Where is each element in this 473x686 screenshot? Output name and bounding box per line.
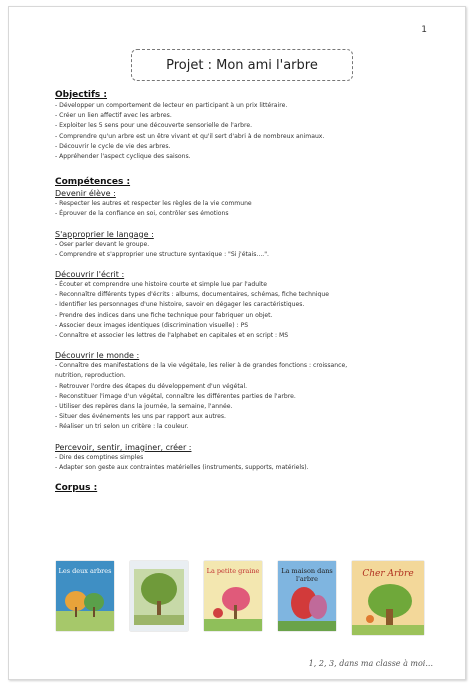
objectifs-list [55, 101, 435, 162]
list-item: - Reconstituer l'image d'un végétal, connaître les différentes parties de l'arbre. [55, 392, 296, 400]
list-item: - Dire des comptines simples [55, 453, 144, 461]
list-item: - Situer des événements les uns par rapport aux autres. [55, 413, 226, 421]
list-item: - Oser parler devant le groupe. [55, 240, 150, 248]
section-title-ecrit: Découvrir l'écrit : [55, 270, 125, 280]
list-item: - Développer un comportement de lecteur en participant à un prix littéraire. [55, 102, 288, 109]
devenir-eleve-list [55, 199, 435, 219]
book-title: Les deux arbres [58, 567, 112, 575]
list-item: - Écouter et comprendre une histoire courte et simple lue par l'adulte [55, 281, 267, 289]
section-title-langage: S'approprier le langage : [55, 229, 154, 239]
list-item: - Appréhender l'aspect cyclique des saisons. [55, 153, 191, 161]
list-item: - Connaître et associer les lettres de l'alphabet en capitales et en script : MS [55, 332, 289, 340]
langage-list [55, 240, 435, 260]
book-title: La maison dans l'arbre [281, 567, 333, 583]
corpus-covers [56, 561, 436, 633]
list-item: - Découvrir le cycle de vie des arbres. [55, 142, 171, 150]
book-cover-la-maison-dans-l-arbre [278, 561, 336, 631]
page-title: Projet : Mon ami l'arbre [131, 49, 353, 81]
list-item: - Connaître des manifestations de la vie végétale, les relier à de grandes fonctions : croissance, [55, 362, 348, 370]
book-cover-2 [130, 561, 188, 631]
document-page [8, 6, 466, 680]
list-item: - Comprendre et s'approprier une structure syntaxique : "Si j'étais....". [55, 250, 269, 258]
list-item: - Éprouver de la confiance en soi, contrôler ses émotions [55, 210, 229, 218]
percevoir-list [55, 453, 435, 473]
book-cover-la-petite-graine [204, 561, 262, 631]
list-item: nutrition, reproduction. [55, 372, 126, 380]
book-cover-cher-arbre [352, 561, 424, 635]
book-title: La petite graine [206, 567, 260, 575]
footer-signature: 1, 2, 3, dans ma classe à moi... [308, 659, 433, 668]
page-content [55, 89, 435, 494]
list-item: - Créer un lien affectif avec les arbres. [55, 112, 172, 120]
corpus-heading: Corpus : [55, 483, 98, 494]
ecrit-list [55, 280, 435, 341]
list-item: - Retrouver l'ordre des étapes du développement d'un végétal. [55, 382, 248, 390]
objectifs-heading: Objectifs : [55, 90, 108, 100]
book-title: Cher Arbre [362, 569, 414, 579]
list-item: - Prendre des indices dans une fiche technique pour fabriquer un objet. [55, 311, 273, 319]
list-item: - Reconnaître différents types d'écrits : albums, documentaires, schémas, fiche technique [55, 291, 330, 299]
section-title-devenir-eleve: Devenir élève : [55, 189, 116, 199]
page-number: 1 [421, 25, 427, 35]
section-title-monde: Découvrir le monde : [55, 351, 140, 361]
section-title-percevoir: Percevoir, sentir, imaginer, créer : [55, 442, 192, 452]
competences-heading: Compétences : [55, 177, 131, 188]
list-item: - Exploiter les 5 sens pour une découverte sensorielle de l'arbre. [55, 122, 253, 130]
list-item: - Réaliser un tri selon un critère : la couleur. [55, 423, 189, 431]
list-item: - Identifier les personnages d'une histoire, savoir en dégager les caractéristiques. [55, 301, 305, 309]
book-cover-les-deux-arbres [56, 561, 114, 631]
monde-list [55, 361, 435, 432]
list-item: - Comprendre qu'un arbre est un être vivant et qu'il sert d'abri à de nombreux animaux. [55, 132, 325, 140]
list-item: - Associer deux images identiques (discrimination visuelle) : PS [55, 321, 249, 329]
tree-illustration-icon [130, 561, 188, 631]
list-item: - Adapter son geste aux contraintes matérielles (instruments, supports, matériels). [55, 463, 309, 471]
list-item: - Utiliser des repères dans la journée, la semaine, l'année. [55, 403, 233, 411]
list-item: - Respecter les autres et respecter les règles de la vie commune [55, 200, 252, 208]
